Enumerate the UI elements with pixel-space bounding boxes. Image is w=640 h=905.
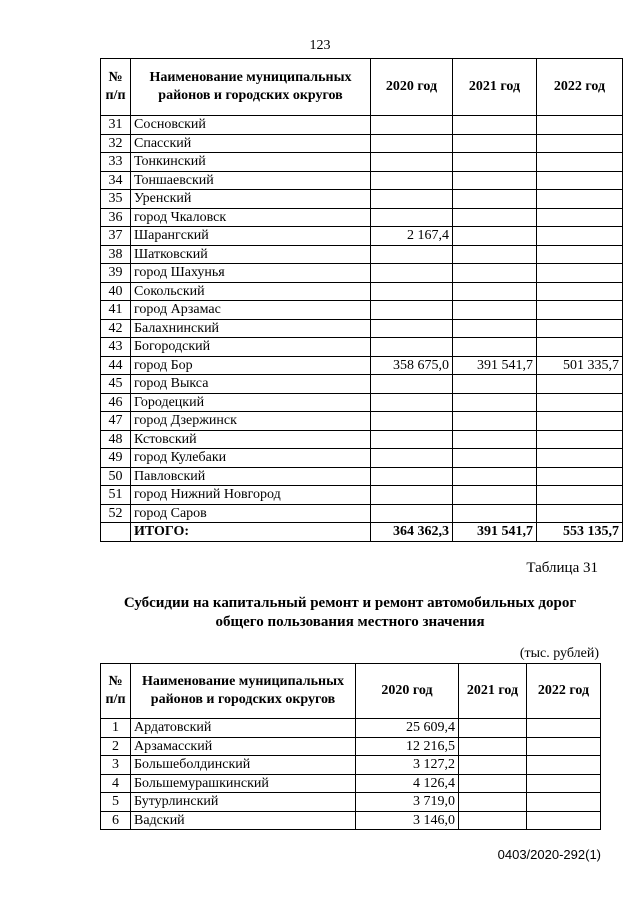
header-num: № п/п — [101, 59, 131, 116]
total-2020: 364 362,3 — [371, 523, 453, 542]
row-number: 36 — [101, 208, 131, 227]
value-2021: 391 541,7 — [453, 356, 537, 375]
value-2021 — [453, 449, 537, 468]
row-name: Бутурлинский — [131, 793, 356, 812]
row-name: Большемурашкинский — [131, 774, 356, 793]
table-row — [101, 793, 601, 812]
row-number: 50 — [101, 467, 131, 486]
value-2021 — [459, 719, 527, 738]
row-name: Богородский — [131, 338, 371, 357]
value-2020: 3 127,2 — [356, 756, 459, 775]
value-2022 — [527, 719, 601, 738]
row-number: 42 — [101, 319, 131, 338]
value-2020 — [371, 134, 453, 153]
row-name: Вадский — [131, 811, 356, 830]
table-row — [101, 319, 623, 338]
table-row — [101, 393, 623, 412]
total-2021: 391 541,7 — [453, 523, 537, 542]
total-2022: 553 135,7 — [537, 523, 623, 542]
row-number: 39 — [101, 264, 131, 283]
table-row — [101, 245, 623, 264]
value-2022 — [527, 756, 601, 775]
row-name: Арзамасский — [131, 737, 356, 756]
value-2021 — [459, 774, 527, 793]
total-row — [101, 523, 623, 542]
row-name: Ардатовский — [131, 719, 356, 738]
row-name: Тоншаевский — [131, 171, 371, 190]
row-number: 6 — [101, 811, 131, 830]
row-name: город Бор — [131, 356, 371, 375]
value-2021 — [453, 467, 537, 486]
value-2022 — [537, 282, 623, 301]
value-2021 — [453, 486, 537, 505]
table-row — [101, 486, 623, 505]
row-name: Сосновский — [131, 116, 371, 135]
row-number: 48 — [101, 430, 131, 449]
value-2022 — [527, 774, 601, 793]
section-title-line2: общего пользования местного значения — [215, 614, 485, 630]
value-2021 — [453, 134, 537, 153]
table-row — [101, 430, 623, 449]
table-row — [101, 449, 623, 468]
value-2021 — [453, 301, 537, 320]
table-row — [101, 338, 623, 357]
value-2020 — [371, 319, 453, 338]
header-2020: 2020 год — [371, 59, 453, 116]
value-2020 — [371, 393, 453, 412]
row-number: 37 — [101, 227, 131, 246]
header-2020: 2020 год — [356, 664, 459, 719]
value-2021 — [453, 171, 537, 190]
row-number: 47 — [101, 412, 131, 431]
value-2021 — [453, 227, 537, 246]
value-2020: 358 675,0 — [371, 356, 453, 375]
value-2020: 3 719,0 — [356, 793, 459, 812]
header-num: № п/п — [101, 664, 131, 719]
row-name: Сокольский — [131, 282, 371, 301]
units-label: (тыс. рублей) — [519, 646, 599, 661]
table-row — [101, 301, 623, 320]
value-2020 — [371, 153, 453, 172]
row-number: 49 — [101, 449, 131, 468]
value-2022 — [527, 793, 601, 812]
row-name: город Чкаловск — [131, 208, 371, 227]
row-name: Уренский — [131, 190, 371, 209]
table-row — [101, 504, 623, 523]
value-2020: 25 609,4 — [356, 719, 459, 738]
page-number: 123 — [309, 38, 331, 53]
value-2022 — [537, 171, 623, 190]
value-2022 — [527, 737, 601, 756]
table-row — [101, 134, 623, 153]
row-number: 33 — [101, 153, 131, 172]
value-2022 — [537, 134, 623, 153]
table-row — [101, 171, 623, 190]
row-number: 45 — [101, 375, 131, 394]
value-2021 — [453, 412, 537, 431]
value-2021 — [453, 245, 537, 264]
row-number: 2 — [101, 737, 131, 756]
value-2020: 3 146,0 — [356, 811, 459, 830]
table-road-repair — [100, 663, 601, 830]
value-2021 — [453, 375, 537, 394]
value-2020 — [371, 171, 453, 190]
table-row — [101, 282, 623, 301]
value-2022 — [537, 227, 623, 246]
value-2021 — [453, 190, 537, 209]
row-number: 43 — [101, 338, 131, 357]
value-2021 — [453, 393, 537, 412]
row-name: город Нижний Новгород — [131, 486, 371, 505]
value-2022 — [537, 467, 623, 486]
value-2020 — [371, 245, 453, 264]
section-title-line1: Субсидии на капитальный ремонт и ремонт автомобильных дорог — [123, 595, 577, 611]
value-2022 — [537, 264, 623, 283]
value-2022 — [537, 338, 623, 357]
value-2020 — [371, 467, 453, 486]
row-name: Балахнинский — [131, 319, 371, 338]
table-row — [101, 811, 601, 830]
table-row — [101, 264, 623, 283]
value-2020 — [371, 301, 453, 320]
table-row — [101, 208, 623, 227]
value-2020 — [371, 190, 453, 209]
row-name: Городецкий — [131, 393, 371, 412]
row-name: город Кулебаки — [131, 449, 371, 468]
value-2020 — [371, 449, 453, 468]
value-2020 — [371, 375, 453, 394]
value-2021 — [453, 430, 537, 449]
header-2022: 2022 год — [527, 664, 601, 719]
row-name: город Саров — [131, 504, 371, 523]
header-name: Наименование муниципальных районов и городских округов — [131, 664, 356, 719]
row-name: Павловский — [131, 467, 371, 486]
value-2021 — [453, 116, 537, 135]
row-number: 31 — [101, 116, 131, 135]
row-name: Шарангский — [131, 227, 371, 246]
row-number: 44 — [101, 356, 131, 375]
row-name: Кстовский — [131, 430, 371, 449]
section-title — [0, 594, 640, 632]
table-row — [101, 375, 623, 394]
value-2021 — [459, 793, 527, 812]
row-number: 5 — [101, 793, 131, 812]
row-name: город Выкса — [131, 375, 371, 394]
table-row — [101, 356, 623, 375]
value-2020 — [371, 116, 453, 135]
value-2022 — [537, 504, 623, 523]
document-code: 0403/2020-292(1) — [497, 847, 601, 862]
table-row — [101, 190, 623, 209]
value-2022 — [537, 430, 623, 449]
value-2021 — [453, 153, 537, 172]
value-2021 — [459, 756, 527, 775]
table-row — [101, 774, 601, 793]
table-row — [101, 412, 623, 431]
table-row — [101, 116, 623, 135]
table-header-row — [101, 664, 601, 719]
row-number: 41 — [101, 301, 131, 320]
value-2022 — [537, 449, 623, 468]
value-2020: 4 126,4 — [356, 774, 459, 793]
row-name: Большеболдинский — [131, 756, 356, 775]
row-number: 34 — [101, 171, 131, 190]
table-row — [101, 756, 601, 775]
row-name: город Дзержинск — [131, 412, 371, 431]
value-2022 — [537, 412, 623, 431]
value-2021 — [453, 208, 537, 227]
value-2020 — [371, 338, 453, 357]
value-2020 — [371, 412, 453, 431]
row-number: 51 — [101, 486, 131, 505]
row-name: Шатковский — [131, 245, 371, 264]
row-name: город Арзамас — [131, 301, 371, 320]
value-2022 — [537, 319, 623, 338]
table-row — [101, 719, 601, 738]
row-number: 35 — [101, 190, 131, 209]
table-row — [101, 227, 623, 246]
row-name: Спасский — [131, 134, 371, 153]
table-row — [101, 153, 623, 172]
row-number: 3 — [101, 756, 131, 775]
value-2022 — [537, 245, 623, 264]
value-2022 — [537, 301, 623, 320]
value-2022 — [527, 811, 601, 830]
row-number: 52 — [101, 504, 131, 523]
value-2021 — [453, 282, 537, 301]
table-subsidies-part — [100, 58, 623, 542]
row-number: 1 — [101, 719, 131, 738]
row-number: 4 — [101, 774, 131, 793]
row-number: 46 — [101, 393, 131, 412]
header-2022: 2022 год — [537, 59, 623, 116]
table-row — [101, 737, 601, 756]
value-2022 — [537, 375, 623, 394]
value-2022: 501 335,7 — [537, 356, 623, 375]
value-2020 — [371, 282, 453, 301]
total-num-cell — [101, 523, 131, 542]
header-name: Наименование муниципальных районов и городских округов — [131, 59, 371, 116]
value-2020 — [371, 430, 453, 449]
row-number: 40 — [101, 282, 131, 301]
value-2020 — [371, 504, 453, 523]
value-2020 — [371, 264, 453, 283]
value-2022 — [537, 393, 623, 412]
value-2022 — [537, 153, 623, 172]
row-name: Тонкинский — [131, 153, 371, 172]
value-2021 — [453, 319, 537, 338]
value-2021 — [453, 338, 537, 357]
row-name: город Шахунья — [131, 264, 371, 283]
value-2022 — [537, 116, 623, 135]
table-row — [101, 467, 623, 486]
value-2022 — [537, 486, 623, 505]
header-2021: 2021 год — [453, 59, 537, 116]
value-2022 — [537, 190, 623, 209]
value-2021 — [459, 737, 527, 756]
table-header-row — [101, 59, 623, 116]
value-2020 — [371, 486, 453, 505]
value-2020 — [371, 208, 453, 227]
total-label: ИТОГО: — [131, 523, 371, 542]
table-caption: Таблица 31 — [526, 560, 598, 576]
row-number: 38 — [101, 245, 131, 264]
value-2021 — [453, 264, 537, 283]
value-2020: 2 167,4 — [371, 227, 453, 246]
row-number: 32 — [101, 134, 131, 153]
value-2022 — [537, 208, 623, 227]
value-2021 — [453, 504, 537, 523]
value-2020: 12 216,5 — [356, 737, 459, 756]
header-2021: 2021 год — [459, 664, 527, 719]
value-2021 — [459, 811, 527, 830]
